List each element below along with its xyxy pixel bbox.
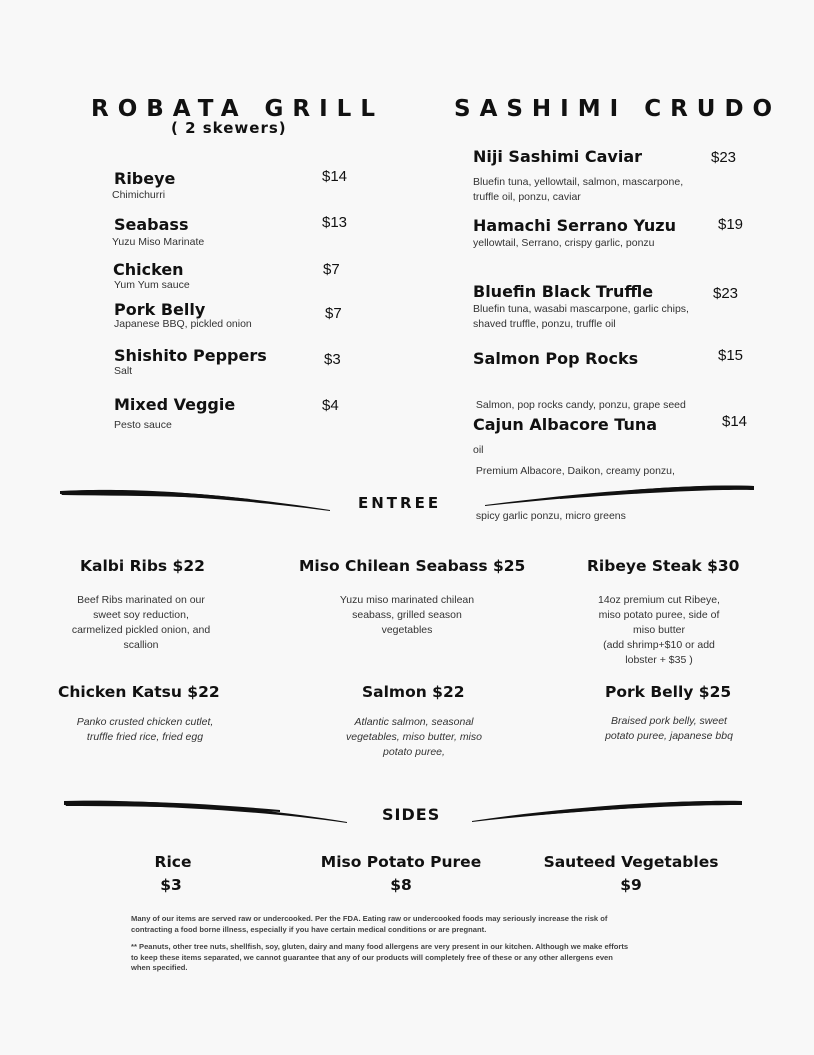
desc-line: Yuzu miso marinated chilean	[339, 594, 475, 606]
sashimi-item-price: $15	[718, 347, 744, 364]
desc-line: Bluefin tuna, wasabi mascarpone, garlic chips,	[473, 303, 689, 315]
robata-item-desc: Pesto sauce	[114, 419, 172, 431]
sashimi-item-price: $23	[711, 149, 737, 166]
robata-item-name: Pork Belly	[114, 300, 206, 319]
robata-item-price: $7	[323, 261, 340, 278]
entree-item-heading: Ribeye Steak $30	[587, 557, 740, 575]
desc-line: lobster + $35 )	[625, 654, 693, 666]
robata-item-price: $7	[325, 305, 342, 322]
side-item-name: Miso Potato Puree	[320, 853, 482, 871]
desc-line: Panko crusted chicken cutlet,	[76, 716, 214, 728]
robata-item-name: Seabass	[114, 215, 189, 234]
sashimi-title: SASHIMI CRUDO	[454, 96, 782, 122]
desc-line: spicy garlic ponzu, micro greens	[473, 510, 626, 522]
desc-line: potato puree,	[383, 746, 445, 758]
entree-item-desc	[574, 593, 744, 668]
disclaimer-line: when specified.	[131, 963, 188, 972]
desc-line: miso butter	[633, 624, 685, 636]
robata-item-name: Mixed Veggie	[114, 395, 236, 414]
entree-item-heading: Pork Belly $25	[605, 683, 732, 701]
robata-item-desc: Salt	[114, 365, 133, 377]
desc-line: yellowtail, Serrano, crispy garlic, ponzu	[473, 237, 655, 249]
robata-item-price: $14	[322, 168, 348, 185]
disclaimer-line: ** Peanuts, other tree nuts, shellfish, soy, gluten, dairy and many food allergens are very present in our kitchen. Although we make efforts	[131, 942, 629, 951]
entree-item-heading: Salmon $22	[362, 683, 465, 701]
robata-item-desc: Chimichurri	[112, 189, 166, 201]
robata-item-price: $3	[324, 351, 341, 368]
side-item-name: Sauteed Vegetables	[543, 853, 719, 871]
sashimi-item-price: $19	[718, 216, 744, 233]
robata-item-name: Ribeye	[114, 169, 176, 188]
robata-item-desc: Yuzu Miso Marinate	[112, 236, 205, 248]
desc-line: Braised pork belly, sweet	[611, 715, 727, 727]
sashimi-item-name: Salmon Pop Rocks	[473, 349, 639, 368]
robata-item-name: Chicken	[113, 260, 184, 279]
entree-item-desc	[60, 715, 230, 745]
robata-title: ROBATA GRILL	[91, 96, 384, 122]
robata-item-name: Shishito Peppers	[114, 346, 267, 365]
desc-line: vegetables	[381, 624, 433, 636]
desc-line: carmelized pickled onion, and	[71, 624, 211, 636]
disclaimer	[131, 914, 731, 974]
entree-item-desc	[56, 593, 226, 653]
sashimi-item-price: $23	[713, 285, 739, 302]
side-item-price: $3	[160, 876, 182, 894]
entree-item-desc	[329, 715, 499, 760]
desc-line: 14oz premium cut Ribeye,	[598, 594, 720, 606]
desc-line: sweet soy reduction,	[93, 609, 189, 621]
side-item-name: Rice	[154, 853, 192, 871]
sashimi-item-name: Cajun Albacore Tuna	[473, 415, 658, 434]
sashimi-item-name: Niji Sashimi Caviar	[473, 147, 642, 166]
desc-line: seabass, grilled season	[352, 609, 462, 621]
sashimi-item-name: Bluefin Black Truffle	[473, 282, 654, 301]
desc-line: (add shrimp+$10 or add	[603, 639, 715, 651]
sashimi-item-name: Hamachi Serrano Yuzu	[473, 216, 677, 235]
robata-item-desc: Yum Yum sauce	[114, 279, 190, 291]
sashimi-item-price: $14	[722, 413, 748, 430]
sides-title: SIDES	[382, 805, 441, 824]
side-item-price: $8	[390, 876, 412, 894]
desc-line: truffle oil, ponzu, caviar	[473, 191, 581, 203]
robata-item-desc: Japanese BBQ, pickled onion	[114, 318, 252, 330]
desc-line: vegetables, miso butter, miso	[346, 731, 482, 743]
desc-line: Salmon, pop rocks candy, ponzu, grape seed	[473, 399, 686, 411]
desc-line: Bluefin tuna, yellowtail, salmon, mascarpone,	[473, 176, 684, 188]
entree-item-heading: Chicken Katsu $22	[58, 683, 220, 701]
disclaimer-line: to keep these items separated, we cannot guarantee that any of our products will completely free of these or any other allergens even	[131, 952, 613, 962]
desc-line: miso potato puree, side of	[598, 609, 720, 621]
robata-item-price: $4	[322, 397, 339, 414]
desc-line: scallion	[123, 639, 159, 651]
entree-title: ENTREE	[358, 494, 442, 512]
entree-item-desc	[322, 593, 492, 638]
entree-item-desc	[584, 714, 754, 744]
side-item-price: $9	[620, 876, 642, 894]
desc-line: potato puree, japanese bbq	[605, 730, 733, 742]
desc-line: truffle fried rice, fried egg	[86, 731, 204, 743]
entree-item-heading: Kalbi Ribs $22	[80, 557, 205, 575]
disclaimer-line: contracting a food borne illness, especially if you have certain medical conditions or are pregnant.	[131, 924, 487, 934]
entree-item-heading: Miso Chilean Seabass $25	[299, 557, 526, 575]
robata-item-price: $13	[322, 214, 348, 231]
desc-line: oil	[473, 444, 484, 456]
robata-subtitle: ( 2 skewers)	[171, 119, 287, 137]
desc-line: Premium Albacore, Daikon, creamy ponzu,	[473, 465, 675, 477]
desc-line: Beef Ribs marinated on our	[77, 594, 205, 606]
desc-line: shaved truffle, ponzu, truffle oil	[473, 318, 616, 330]
desc-line: Atlantic salmon, seasonal	[354, 716, 474, 728]
disclaimer-line: Many of our items are served raw or undercooked. Per the FDA. Eating raw or undercooked foods may seriously increase the risk of	[131, 914, 608, 923]
